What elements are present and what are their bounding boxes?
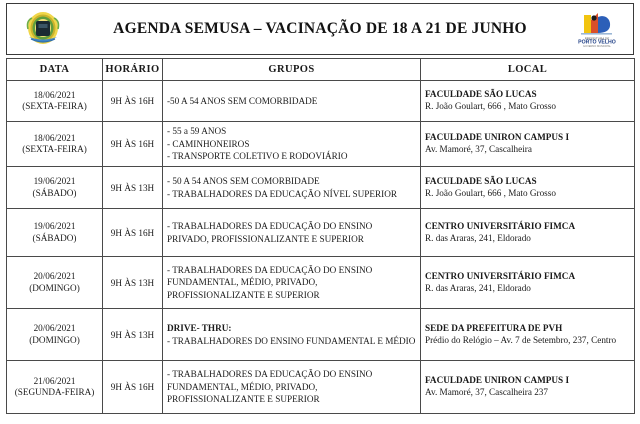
table-header-row (7, 59, 635, 81)
table-row (7, 257, 635, 309)
local-name: FACULDADE SÃO LUCAS (425, 175, 537, 186)
cell-horario: 9H ÀS 16H (103, 361, 163, 414)
group-line: - TRABALHADORES DA EDUCAÇÃO DO ENSINO FUNDAMENTAL, MÉDIO, PRIVADO, PROFISSIONALIZANTE E SUPERIOR (167, 369, 373, 405)
cell-local (421, 257, 635, 309)
cell-horario: 9H ÀS 16H (103, 209, 163, 257)
group-line: -50 A 54 ANOS SEM COMORBIDADE (167, 95, 318, 106)
date-weekday: (SÁBADO) (32, 187, 77, 198)
date-weekday: (DOMINGO) (29, 334, 80, 345)
column-header-horario: HORÁRIO (103, 59, 163, 81)
column-header-grupos: GRUPOS (163, 59, 421, 81)
header-banner (6, 3, 634, 55)
date-weekday: (SEXTA-FEIRA) (22, 144, 87, 154)
column-header-data: DATA (7, 59, 103, 81)
cell-grupos (163, 167, 421, 209)
cell-grupos (163, 361, 421, 414)
table-body (7, 81, 635, 414)
cell-local (421, 122, 635, 167)
cell-horario: 9H ÀS 13H (103, 167, 163, 209)
date-day: 19/06/2021 (33, 176, 76, 186)
date-day: 21/06/2021 (33, 375, 76, 386)
date-weekday: (SEXTA-FEIRA) (22, 101, 87, 111)
local-name: FACULDADE SÃO LUCAS (425, 89, 537, 100)
cell-grupos (163, 122, 421, 167)
svg-text:GOVERNO MUNICIPAL: GOVERNO MUNICIPAL (583, 45, 611, 49)
cell-grupos (163, 257, 421, 309)
group-line: DRIVE- THRU: (167, 323, 232, 334)
brasao-porto-velho-emblem-icon (7, 9, 79, 49)
table-header (7, 59, 635, 81)
table-row (7, 209, 635, 257)
local-address: R. das Araras, 241, Eldorado (425, 232, 531, 243)
group-line: - TRABALHADORES DA EDUCAÇÃO NÍVEL SUPERIOR (167, 188, 397, 199)
cell-date (7, 81, 103, 122)
date-weekday: (SEGUNDA-FEIRA) (14, 387, 95, 397)
local-name: CENTRO UNIVERSITÁRIO FIMCA (425, 220, 576, 231)
cell-date (7, 309, 103, 361)
date-day: 19/06/2021 (33, 221, 76, 231)
local-address: Av. Mamoré, 37, Cascalheira 237 (425, 387, 548, 397)
table-row (7, 309, 635, 361)
cell-date (7, 209, 103, 257)
cell-horario: 9H ÀS 16H (103, 81, 163, 122)
table-row (7, 122, 635, 167)
cell-date (7, 122, 103, 167)
local-address: R. João Goulart, 666 , Mato Grosso (425, 101, 556, 111)
date-weekday: (DOMINGO) (29, 282, 80, 293)
cell-date (7, 257, 103, 309)
date-day: 18/06/2021 (33, 89, 76, 100)
group-line: - CAMINHONEIROS (167, 138, 250, 149)
cell-local (421, 81, 635, 122)
cell-horario: 9H ÀS 16H (103, 122, 163, 167)
vaccination-schedule-table (6, 58, 635, 414)
cell-local (421, 361, 635, 414)
cell-grupos (163, 309, 421, 361)
page-title: AGENDA SEMUSA – VACINAÇÃO DE 18 A 21 DE JUNHO (113, 20, 527, 37)
cell-local (421, 167, 635, 209)
porto-velho-prefeitura-logo-icon (561, 9, 633, 49)
date-day: 20/06/2021 (33, 271, 76, 281)
svg-text:PREFEITURA DE: PREFEITURA DE (584, 36, 610, 41)
table-row (7, 361, 635, 414)
cell-local (421, 209, 635, 257)
table-row (7, 81, 635, 122)
group-line: - TRANSPORTE COLETIVO E RODOVIÁRIO (167, 151, 348, 162)
group-line: - TRABALHADORES DA EDUCAÇÃO DO ENSINO PRIVADO, PROFISSIONALIZANTE E SUPERIOR (167, 221, 373, 244)
cell-horario: 9H ÀS 13H (103, 257, 163, 309)
column-header-local: LOCAL (421, 59, 635, 81)
cell-local (421, 309, 635, 361)
group-line: - 55 a 59 ANOS (167, 126, 227, 137)
local-name: FACULDADE UNIRON CAMPUS I (425, 132, 570, 143)
svg-text:PORTO VELHO: PORTO VELHO (578, 39, 616, 46)
cell-horario: 9H ÀS 13H (103, 309, 163, 361)
local-address: R. das Araras, 241, Eldorado (425, 282, 531, 293)
date-weekday: (SÁBADO) (32, 232, 77, 243)
date-day: 20/06/2021 (33, 323, 76, 333)
date-day: 18/06/2021 (33, 132, 76, 143)
local-name: CENTRO UNIVERSITÁRIO FIMCA (425, 270, 576, 281)
local-address: Av. Mamoré, 37, Cascalheira (425, 144, 532, 154)
cell-grupos (163, 81, 421, 122)
local-name: FACULDADE UNIRON CAMPUS I (425, 375, 570, 386)
local-address: Prédio do Relógio – Av. 7 de Setembro, 237, Centro (425, 334, 617, 345)
group-line: - TRABALHADORES DA EDUCAÇÃO DO ENSINO FUNDAMENTAL, MÉDIO, PRIVADO, PROFISSIONALIZANTE E SUPERIOR (167, 264, 373, 300)
local-name: SEDE DA PREFEITURA DE PVH (425, 322, 563, 333)
local-address: R. João Goulart, 666 , Mato Grosso (425, 187, 556, 198)
cell-date (7, 167, 103, 209)
table-row (7, 167, 635, 209)
cell-date (7, 361, 103, 414)
group-line: - 50 A 54 ANOS SEM COMORBIDADE (167, 176, 320, 187)
group-line: - TRABALHADORES DO ENSINO FUNDAMENTAL E MÉDIO (167, 335, 416, 346)
cell-grupos (163, 209, 421, 257)
